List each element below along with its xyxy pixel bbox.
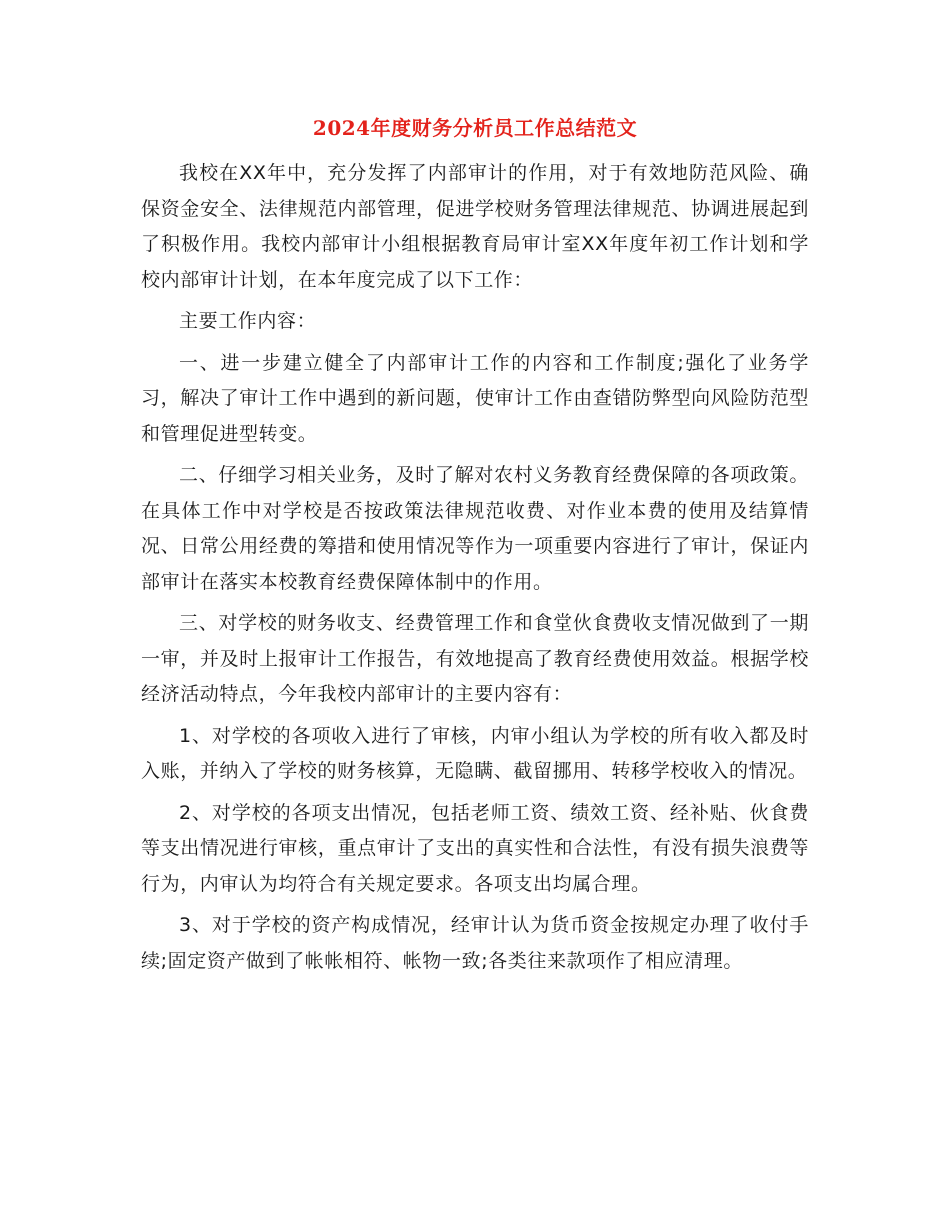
paragraph-item-two: 二、仔细学习相关业务，及时了解对农村义务教育经费保障的各项政策。在具体工作中对学校是否按政策法律规范收费、对作业本费的使用及结算情况、日常公用经费的筹措和使用情况等作为一项重要内容进行了审计，保证内部审计在落实本校教育经费保障体制中的作用。 [141,464,809,593]
document-title: 2024年度财务分析员工作总结范文 [312,116,638,140]
paragraph-item-three: 三、对学校的财务收支、经费管理工作和食堂伙食费收支情况做到了一期一审，并及时上报审计工作报告，有效地提高了教育经费使用效益。根据学校经济活动特点，今年我校内部审计的主要内容有： [141,612,809,705]
paragraph-sub-item-2: 2、对学校的各项支出情况，包括老师工资、绩效工资、经补贴、伙食费等支出情况进行审核，重点审计了支出的真实性和合法性，有没有损失浪费等行为，内审认为均符合有关规定要求。各项支出均属合理。 [141,801,809,895]
paragraph-sub-item-1: 1、对学校的各项收入进行了审核，内审小组认为学校的所有收入都及时入账，并纳入了学校的财务核算，无隐瞒、截留挪用、转移学校收入的情况。 [141,724,809,782]
document-body [141,156,809,985]
paragraph-sub-item-3: 3、对于学校的资产构成情况，经审计认为货币资金按规定办理了收付手续;固定资产做到了帐帐相符、帐物一致;各类往来款项作了相应清理。 [141,914,809,972]
paragraph-main-content-heading: 主要工作内容： [179,310,317,332]
paragraph-intro: 我校在XX年中，充分发挥了内部审计的作用，对于有效地防范风险、确保资金安全、法律规范内部管理，促进学校财务管理法律规范、协调进展起到了积极作用。我校内部审计小组根据教育局审计室XX年度年初工作计划和学校内部审计计划，在本年度完成了以下工作： [141,162,809,291]
paragraph-item-one: 一、进一步建立健全了内部审计工作的内容和工作制度;强化了业务学习，解决了审计工作中遇到的新问题，使审计工作由查错防弊型向风险防范型和管理促进型转变。 [141,351,809,445]
